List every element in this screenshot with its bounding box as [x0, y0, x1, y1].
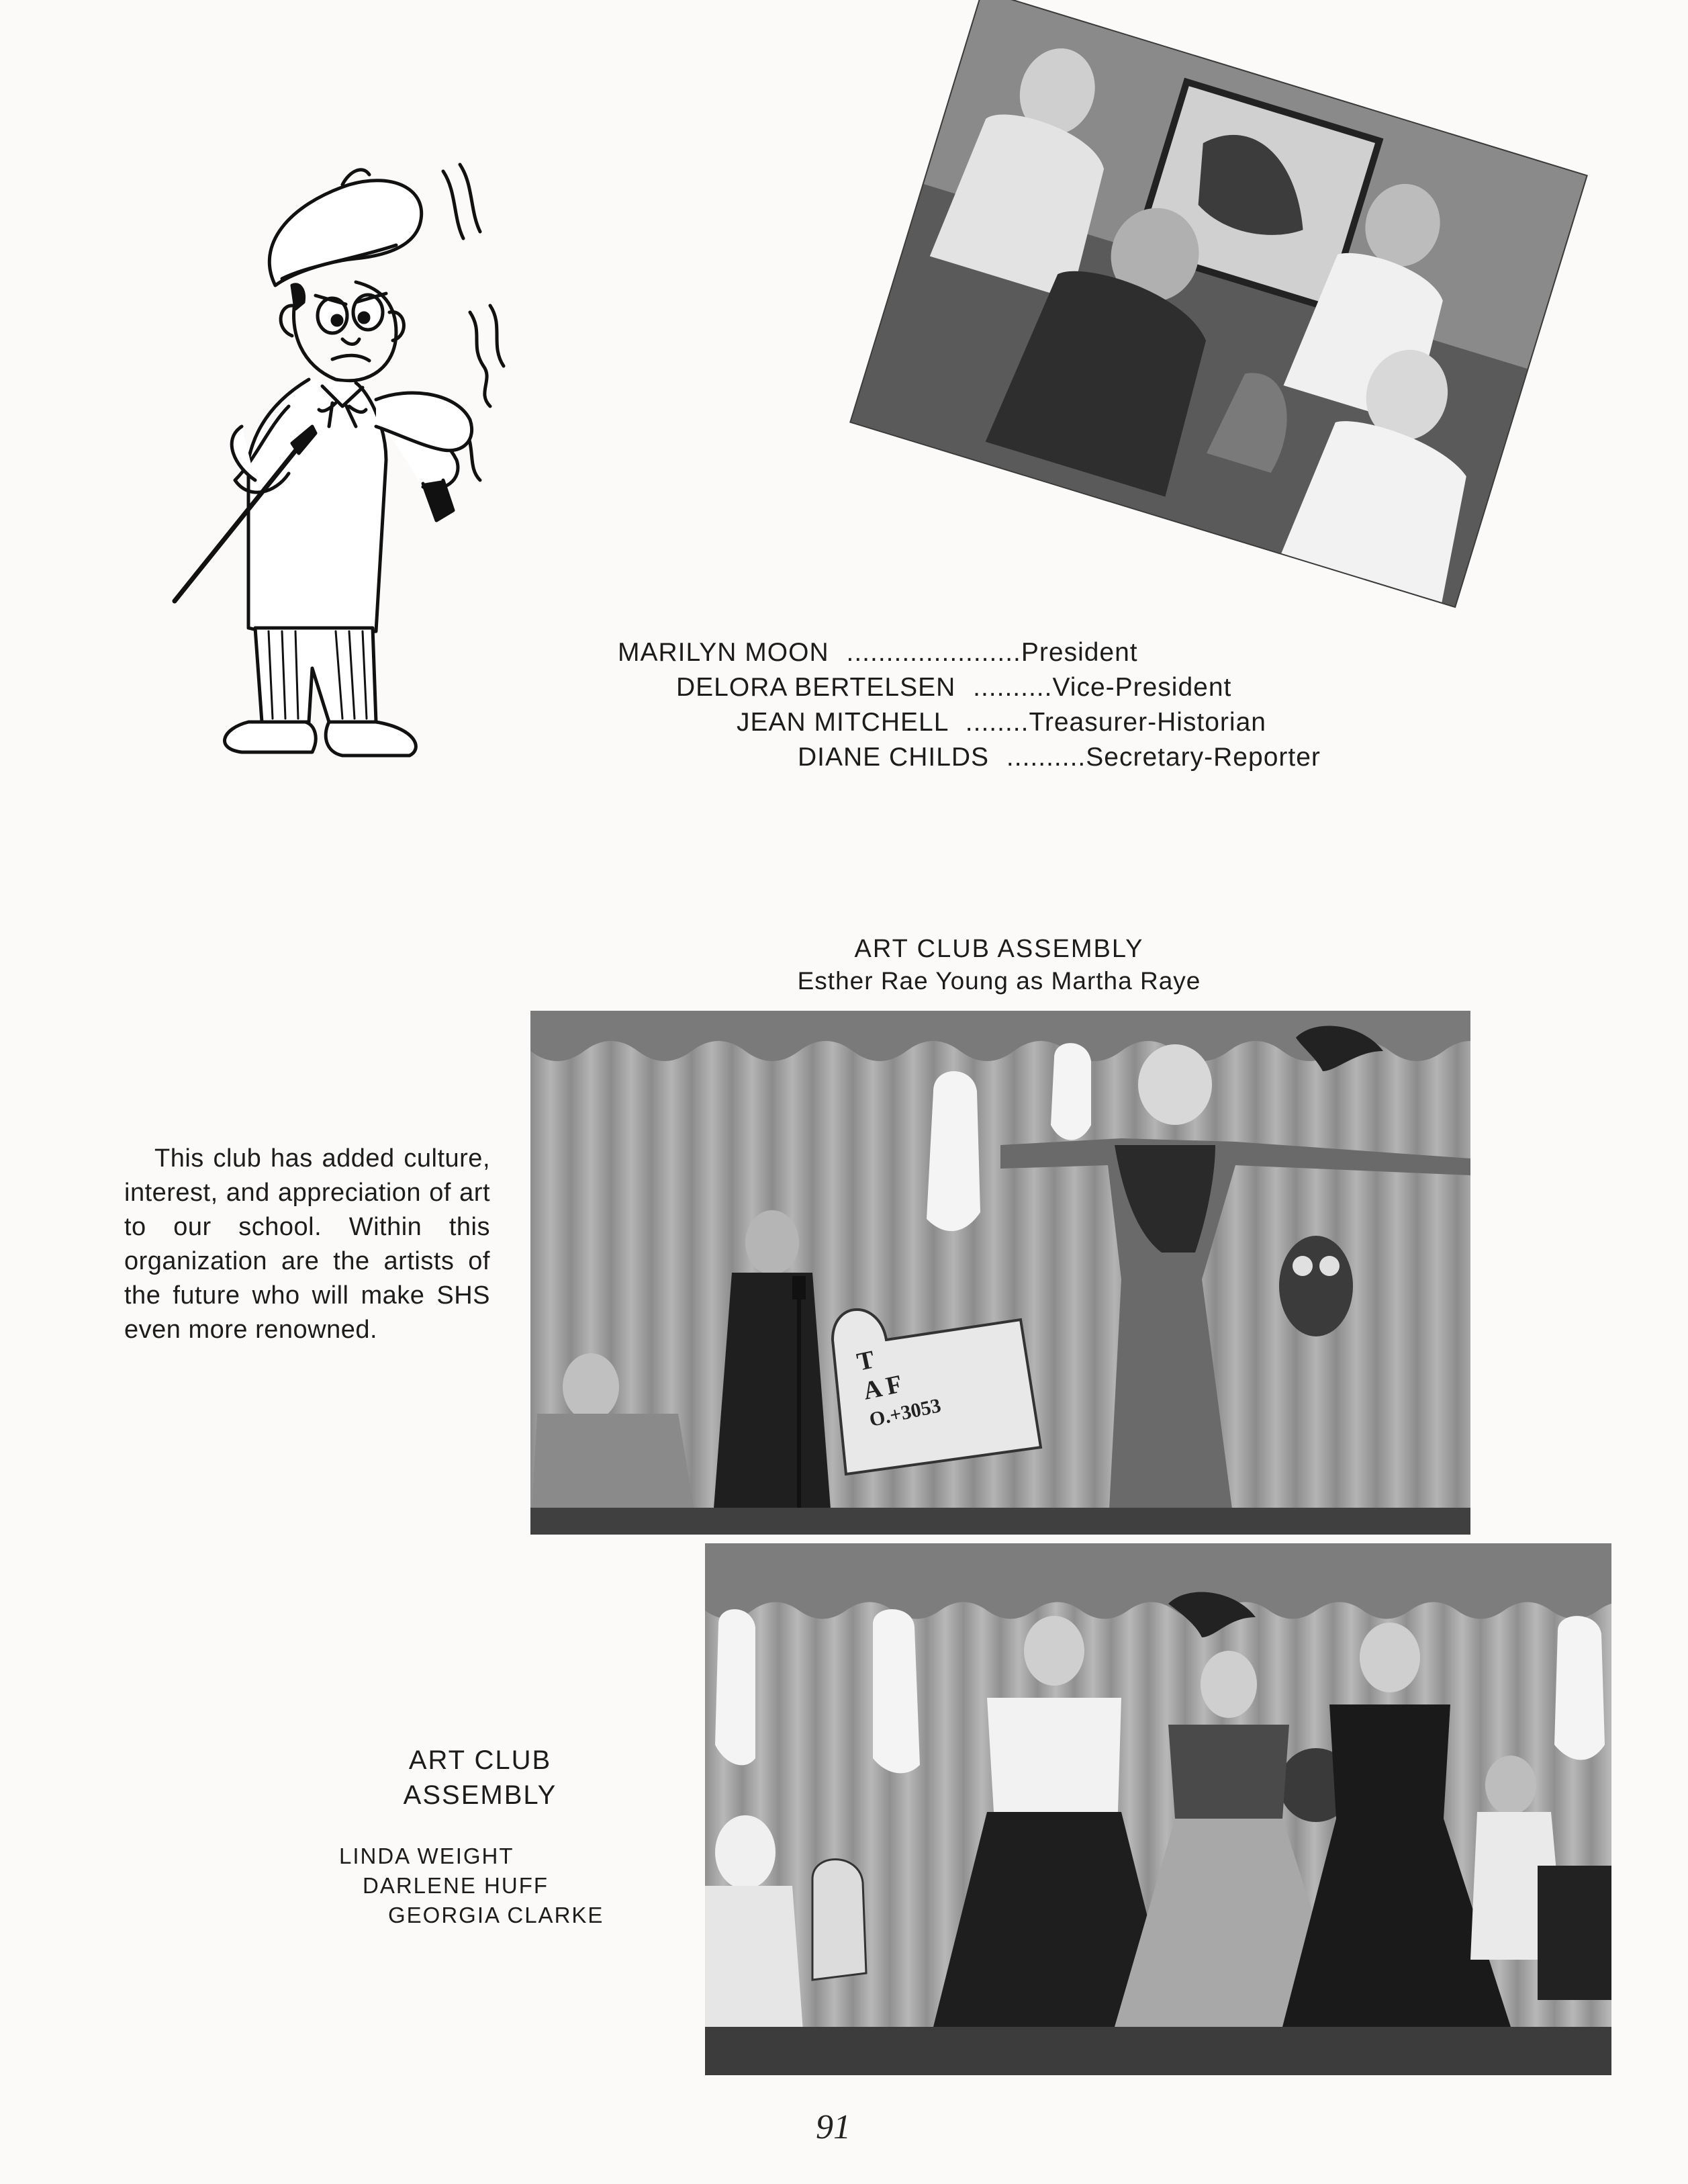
officer-title: Vice-President — [1052, 673, 1232, 702]
artist-cartoon-illustration — [154, 144, 530, 789]
club-description: This club has added culture, interest, and appreciation of art to our school. Within this organization are the artists of the future who will make SHS even more renowned. — [124, 1144, 490, 1344]
assembly-stage-photo — [530, 1011, 1470, 1535]
tombstone-line: O.+3053 — [867, 1394, 943, 1431]
dot-leader: .......... — [973, 673, 1053, 702]
page-number: 91 — [816, 2108, 851, 2146]
dot-leader: ...................... — [846, 638, 1021, 667]
officer-row — [798, 741, 1321, 774]
assembly-caption-title: ART CLUB ASSEMBLY — [854, 935, 1144, 963]
dot-leader: .......... — [1006, 743, 1086, 772]
officer-name: MARILYN MOON — [618, 638, 829, 667]
dot-leader: ........ — [965, 708, 1029, 737]
officer-row — [737, 707, 1266, 739]
officer-name: DIANE CHILDS — [798, 743, 990, 772]
assembly-performers-photo — [705, 1543, 1611, 2075]
officer-title: Treasurer-Historian — [1029, 708, 1266, 737]
officer-row — [676, 672, 1231, 704]
art-club-members-photo — [851, 0, 1587, 606]
bottom-caption-title: ART CLUB ASSEMBLY — [403, 1745, 557, 1810]
officer-title: President — [1021, 638, 1138, 667]
officer-title: Secretary-Reporter — [1086, 743, 1321, 772]
tombstone-line: A F — [860, 1369, 905, 1406]
tombstone-line: T — [854, 1345, 878, 1377]
performer-name: DARLENE HUFF — [363, 1873, 549, 1898]
officer-name: JEAN MITCHELL — [737, 708, 948, 737]
performer-name: GEORGIA CLARKE — [388, 1903, 604, 1927]
officer-row — [618, 637, 1138, 669]
performer-name: LINDA WEIGHT — [339, 1844, 514, 1868]
officer-name: DELORA BERTELSEN — [676, 673, 956, 702]
assembly-caption-subtitle: Esther Rae Young as Martha Raye — [797, 967, 1201, 995]
